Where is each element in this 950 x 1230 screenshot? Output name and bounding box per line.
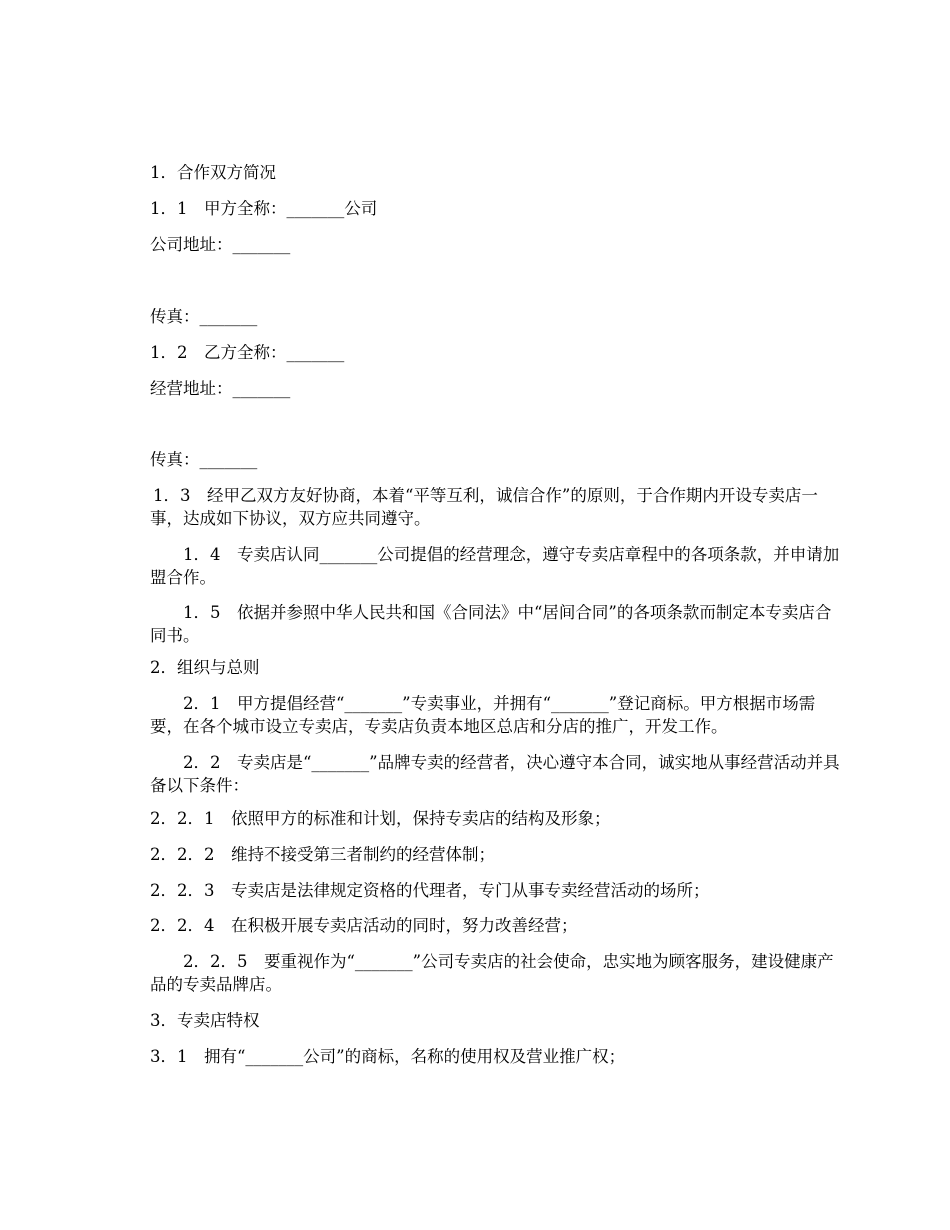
- clause-2-2: 2．2 专卖店是“_______”品牌专卖的经营者，决心遵守本合同，诚实地从事经营活动并具备以下条件：: [150, 753, 840, 795]
- clause-1-4: 1．4 专卖店认同_______公司提倡的经营理念，遵守专卖店章程中的各项条款，并申请加盟合作。: [150, 545, 840, 587]
- clause-2-2-2: 2．2．2 维持不接受第三者制约的经营体制；: [150, 845, 495, 864]
- section-heading-2: 2．组织与总则: [150, 658, 260, 677]
- clause-1-1-party-a-name: 1．1 甲方全称：_______公司: [150, 199, 378, 218]
- party-b-address: 经营地址：_______: [150, 379, 291, 398]
- section-heading-3: 3．专卖店特权: [150, 1011, 260, 1030]
- clause-2-2-3: 2．2．3 专卖店是法律规定资格的代理者，专门从事专卖经营活动的场所；: [150, 881, 710, 900]
- clause-2-2-5: 2．2．5 要重视作为“_______”公司专卖店的社会使命，忠实地为顾客服务，建设健康产品的专卖品牌店。: [150, 952, 834, 994]
- clause-1-2-party-b-name: 1．2 乙方全称：_______: [150, 343, 345, 362]
- clause-2-1: 2．1 甲方提倡经营“_______”专卖事业，并拥有“_______”登记商标。甲方根据市场需要，在各个城市设立专卖店，专卖店负责本地区总店和分店的推广，开发工作。: [150, 694, 816, 736]
- section-heading-1: 1．合作双方简况: [150, 163, 276, 182]
- clause-3-1: 3．1 拥有“_______公司”的商标，名称的使用权及营业推广权；: [150, 1047, 626, 1066]
- party-a-fax: 传真：_______: [150, 307, 258, 326]
- clause-2-2-1: 2．2．1 依照甲方的标准和计划，保持专卖店的结构及形象；: [150, 809, 611, 828]
- party-a-address: 公司地址：_______: [150, 235, 291, 254]
- clause-1-3: 1．3 经甲乙双方友好协商，本着“平等互利，诚信合作”的原则，于合作期内开设专卖店一事，达成如下协议，双方应共同遵守。: [120, 486, 818, 528]
- clause-2-2-4: 2．2．4 在积极开展专卖店活动的同时，努力改善经营；: [150, 916, 578, 935]
- party-b-fax: 传真：_______: [150, 450, 258, 469]
- clause-1-5: 1．5 依据并参照中华人民共和国《合同法》中“居间合同”的各项条款而制定本专卖店合同书。: [150, 603, 832, 645]
